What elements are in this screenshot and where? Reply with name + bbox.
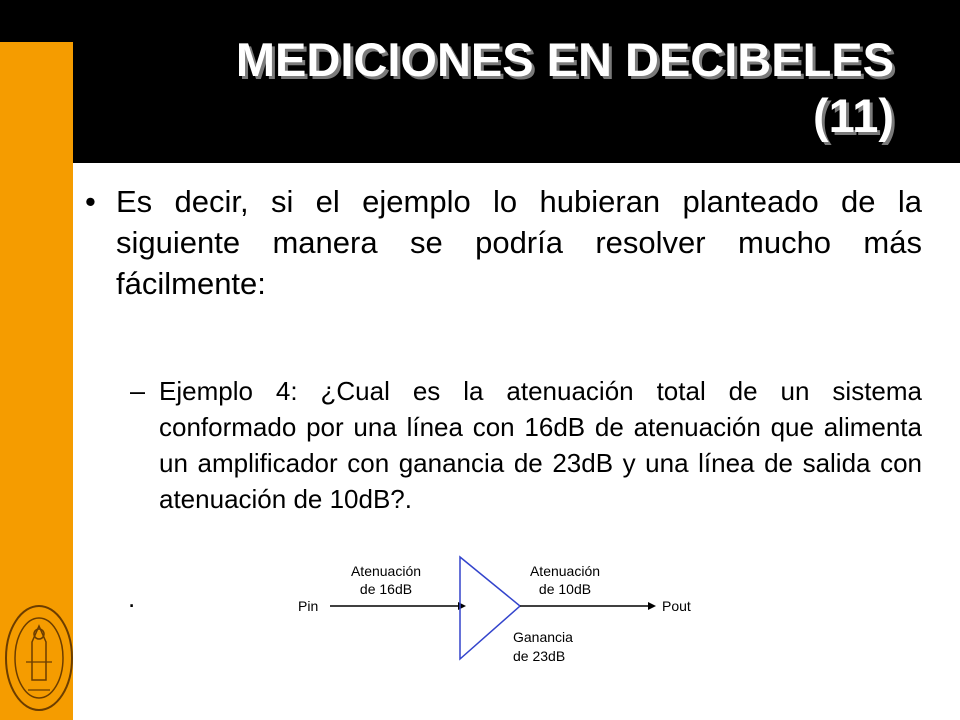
example-text: Ejemplo 4: ¿Cual es la atenuación total de un sistema conformado por una línea con 16dB de atenuación que alimenta un amplificador con ganancia de 23dB y una línea de salida con atenuación de 10dB?. — [159, 376, 922, 514]
bullet-icon: • — [85, 184, 96, 219]
dash-icon: – — [130, 376, 146, 406]
pout-label: Pout — [662, 598, 691, 614]
amplifier-triangle-icon — [460, 557, 520, 659]
slide-title-line2: (11) — [813, 89, 894, 142]
gain-label-2: de 23dB — [513, 648, 566, 664]
pin-label: Pin — [298, 598, 319, 614]
att-out-label-1: Atenuación — [529, 563, 601, 579]
att-out-label-2: de 10dB — [538, 581, 592, 597]
input-arrow-icon — [458, 602, 466, 610]
att-in-label-2: de 16dB — [359, 581, 413, 597]
stray-dot: . — [128, 583, 136, 613]
bullet-text: Es decir, si el ejemplo lo hubieran planteado de la siguiente manera se podría resolver mucho más fácilmente: — [116, 184, 922, 301]
university-seal-logo — [2, 602, 76, 714]
gain-label-1: Ganancia — [513, 629, 573, 645]
att-in-label-1: Atenuación — [350, 563, 422, 579]
slide-title-line1: MEDICIONES EN DECIBELES — [235, 33, 894, 86]
output-arrow-icon — [648, 602, 656, 610]
